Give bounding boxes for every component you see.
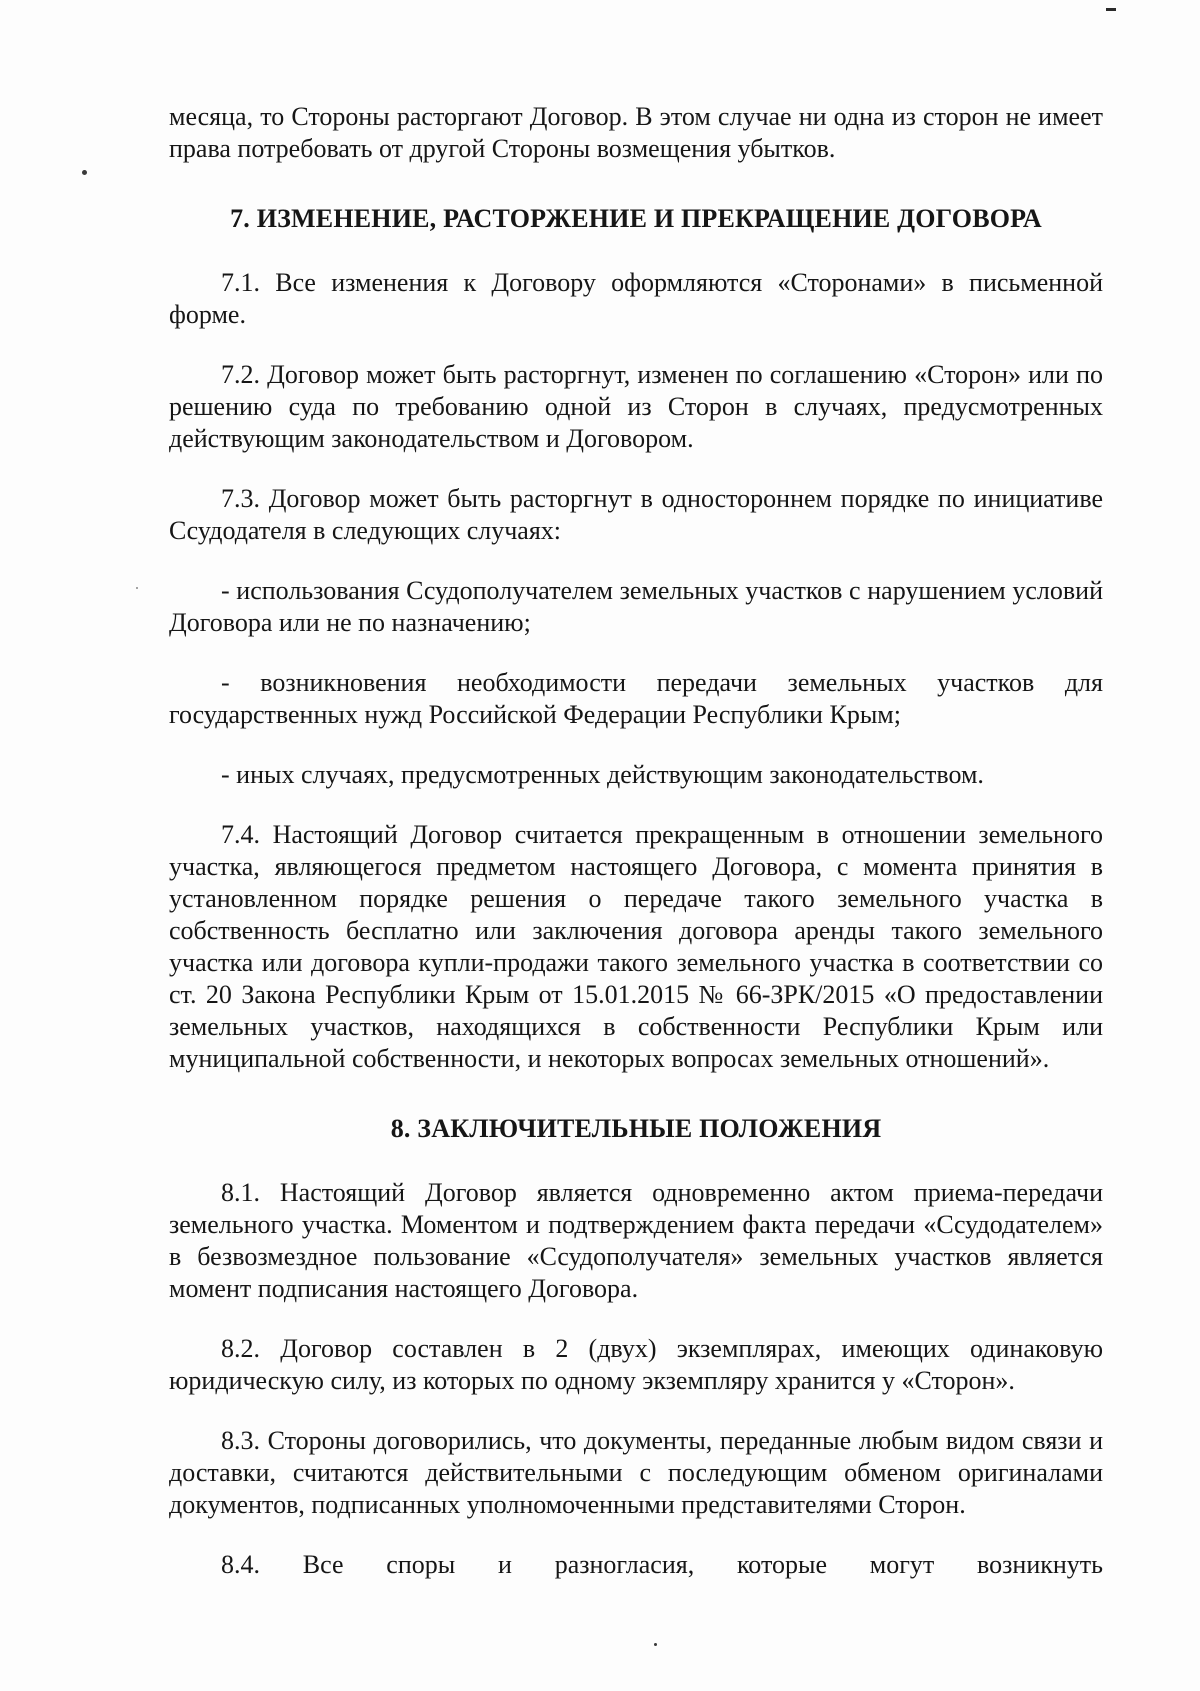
paragraph-7-3-item-b: - возникновения необходимости передачи земельных участков для государственных нужд Российской Федерации Республики Крым; xyxy=(169,668,1103,729)
paragraph-8-2: 8.2. Договор составлен в 2 (двух) экземплярах, имеющих одинаковую юридическую силу, из которых по одному экземпляру хранится у «Сторон». xyxy=(169,1334,1103,1395)
paragraph-7-3: 7.3. Договор может быть расторгнут в одностороннем порядке по инициативе Ссудодателя в следующих случаях: xyxy=(169,484,1103,545)
paragraph-intro: месяца, то Стороны расторгают Договор. В этом случае ни одна из сторон не имеет права потребовать от другой Стороны возмещения убытков. xyxy=(169,102,1103,163)
paragraph-7-2: 7.2. Договор может быть расторгнут, изменен по соглашению «Сторон» или по решению суда по требованию одной из Сторон в случаях, предусмотренных действующим законодательством и Договором. xyxy=(169,360,1103,453)
scan-mark xyxy=(1106,8,1116,11)
paragraph-8-4: 8.4. Все споры и разногласия, которые могут возникнуть xyxy=(221,1550,1103,1579)
section-7-heading: 7. ИЗМЕНЕНИЕ, РАСТОРЖЕНИЕ И ПРЕКРАЩЕНИЕ ДОГОВОРА xyxy=(230,204,1042,233)
paragraph-8-1: 8.1. Настоящий Договор является одновременно актом приема-передачи земельного участка. Моментом и подтверждением факта передачи «Ссудодателем» в безвозмездное пользование «Ссудополучателя» земельных участков является момент подписания настоящего Договора. xyxy=(169,1178,1103,1303)
paragraph-7-1: 7.1. Все изменения к Договору оформляются «Сторонами» в письменной форме. xyxy=(169,268,1103,329)
section-8-heading: 8. ЗАКЛЮЧИТЕЛЬНЫЕ ПОЛОЖЕНИЯ xyxy=(390,1114,882,1143)
document-body xyxy=(169,101,1103,1581)
paragraph-7-3-item-a: - использования Ссудополучателем земельных участков с нарушением условий Договора или не по назначению; xyxy=(169,576,1103,637)
scan-speck xyxy=(82,170,87,175)
paragraph-8-3: 8.3. Стороны договорились, что документы, переданные любым видом связи и доставки, считаются действительными с последующим обменом оригиналами документов, подписанных уполномоченными представителями Сторон. xyxy=(169,1426,1103,1519)
scan-speck xyxy=(654,1643,657,1646)
scan-speck xyxy=(136,587,138,589)
paragraph-7-3-item-c: - иных случаях, предусмотренных действующим законодательством. xyxy=(221,760,984,789)
paragraph-7-4: 7.4. Настоящий Договор считается прекращенным в отношении земельного участка, являющегося предметом настоящего Договора, с момента принятия в установленном порядке решения о передаче такого земельного участка в собственность бесплатно или заключения договора аренды такого земельного участка или договора купли-продажи такого земельного участка в соответствии со ст. 20 Закона Республики Крым от 15.01.2015 № 66-ЗРК/2015 «О предоставлении земельных участков, находящихся в собственности Республики Крым или муниципальной собственности, и некоторых вопросах земельных отношений». xyxy=(169,820,1103,1073)
